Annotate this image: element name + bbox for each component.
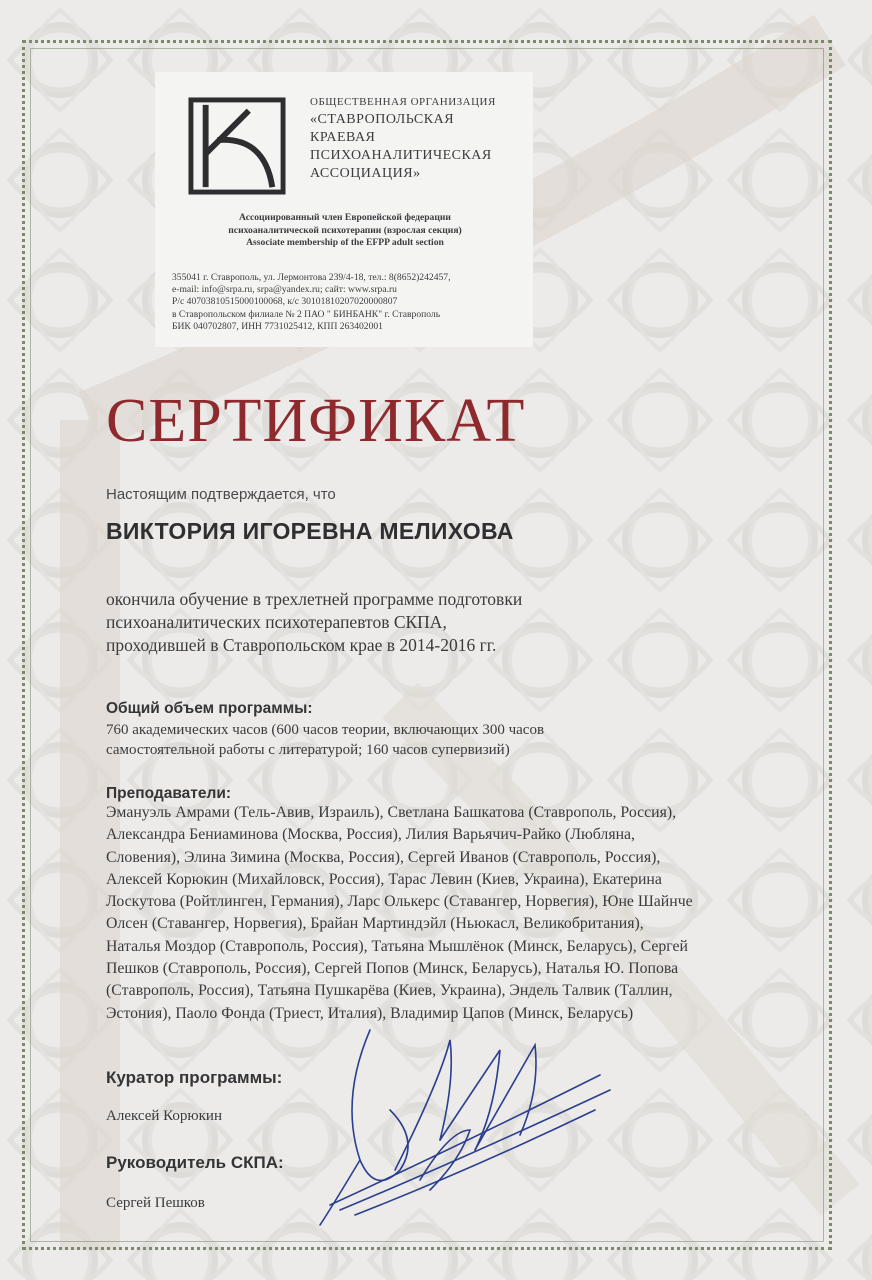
confirmation-text: Настоящим подтверждается, что: [106, 486, 336, 503]
org-name-line: «СТАВРОПОЛЬСКАЯ: [310, 112, 455, 127]
contact-line: e-mail: info@srpa.ru, srpa@yandex.ru; сайт: www.srpa.ru: [172, 284, 397, 296]
teachers-list: [106, 802, 826, 1025]
program-volume-value: [106, 720, 726, 760]
org-name-line: ОБЩЕСТВЕННАЯ ОРГАНИЗАЦИЯ: [310, 96, 496, 108]
program-line: самостоятельной работы с литературой; 160 часов супервизий): [106, 742, 510, 758]
program-volume-label: Общий объем программы:: [106, 700, 313, 717]
association-line: психоаналитической психотерапии (взрослая секция): [228, 224, 462, 236]
recipient-name: ВИКТОРИЯ ИГОРЕВНА МЕЛИХОВА: [106, 518, 514, 544]
teachers-line: Эмануэль Амрами (Тель-Авив, Израиль), Светлана Башкатова (Ставрополь, Россия),: [106, 804, 677, 821]
teachers-line: Олсен (Ставангер, Норвегия), Брайан Мартиндэйл (Ньюкасл, Великобритания),: [106, 915, 644, 933]
head-label: Руководитель СКПА:: [106, 1153, 284, 1172]
teachers-line: Александра Бениаминова (Москва, Россия), Лилия Варьячич-Райко (Любляна,: [106, 826, 635, 844]
completion-line: проходившей в Ставропольском крае в 2014-2016 гг.: [106, 635, 497, 655]
teachers-line: Алексей Корюкин (Михайловск, Россия), Тарас Левин (Киев, Украина), Екатерина: [106, 870, 662, 888]
completion-line: окончила обучение в трехлетней программе подготовки: [106, 589, 523, 609]
org-name-line: ПСИХОАНАЛИТИЧЕСКАЯ: [310, 148, 492, 163]
teachers-label: Преподаватели:: [106, 785, 232, 802]
teachers-line: Эстония), Паоло Фонда (Триест, Италия), Владимир Цапов (Минск, Беларусь): [106, 1004, 634, 1022]
certificate-title: СЕРТИФИКАТ: [106, 387, 526, 455]
teachers-line: Наталья Моздор (Ставрополь, Россия), Татьяна Мышлёнок (Минск, Беларусь), Сергей: [106, 937, 688, 955]
contact-line: в Ставропольском филиале № 2 ПАО " БИНБАНК" г. Ставрополь: [172, 308, 441, 320]
teachers-line: Словения), Элина Зимина (Москва, Россия), Сергей Иванов (Ставрополь, Россия),: [106, 848, 661, 866]
org-name-line: АССОЦИАЦИЯ»: [310, 166, 421, 181]
curator-name: Алексей Корюкин: [106, 1108, 222, 1124]
contact-line: 355041 г. Ставрополь, ул. Лермонтова 239/4-18, тел.: 8(8652)242457,: [172, 272, 451, 283]
association-membership: [160, 212, 530, 250]
organization-name: [310, 93, 525, 183]
logo-mark-icon: [188, 97, 286, 195]
association-line: Associate membership of the EFPP adult section: [246, 237, 444, 248]
curator-label: Куратор программы:: [106, 1068, 283, 1087]
teachers-line: Лоскутова (Ройтлинген, Германия), Ларс Олькерс (Ставангер, Норвегия), Юне Шайнче: [106, 893, 693, 911]
teachers-line: Пешков (Ставрополь, Россия), Сергей Попов (Минск, Беларусь), Наталья Ю. Попова: [106, 960, 679, 978]
teachers-line: (Ставрополь, Россия), Татьяна Пушкарёва (Киев, Украина), Эндель Талвик (Таллин,: [106, 982, 673, 1000]
signature-mark: [300, 1020, 620, 1240]
head-name: Сергей Пешков: [106, 1195, 205, 1211]
contact-line: Р/с 40703810515000100068, к/с 30101810207020000807: [172, 296, 398, 308]
contact-details: [172, 272, 534, 333]
completion-line: психоаналитических психотерапевтов СКПА,: [106, 612, 447, 632]
program-line: 760 академических часов (600 часов теории, включающих 300 часов: [106, 722, 545, 738]
association-line: Ассоциированный член Европейской федерации: [239, 212, 451, 223]
org-name-line: КРАЕВАЯ: [310, 130, 376, 145]
completion-statement: [106, 588, 726, 657]
contact-line: БИК 040702807, ИНН 7731025412, КПП 263402001: [172, 320, 383, 332]
